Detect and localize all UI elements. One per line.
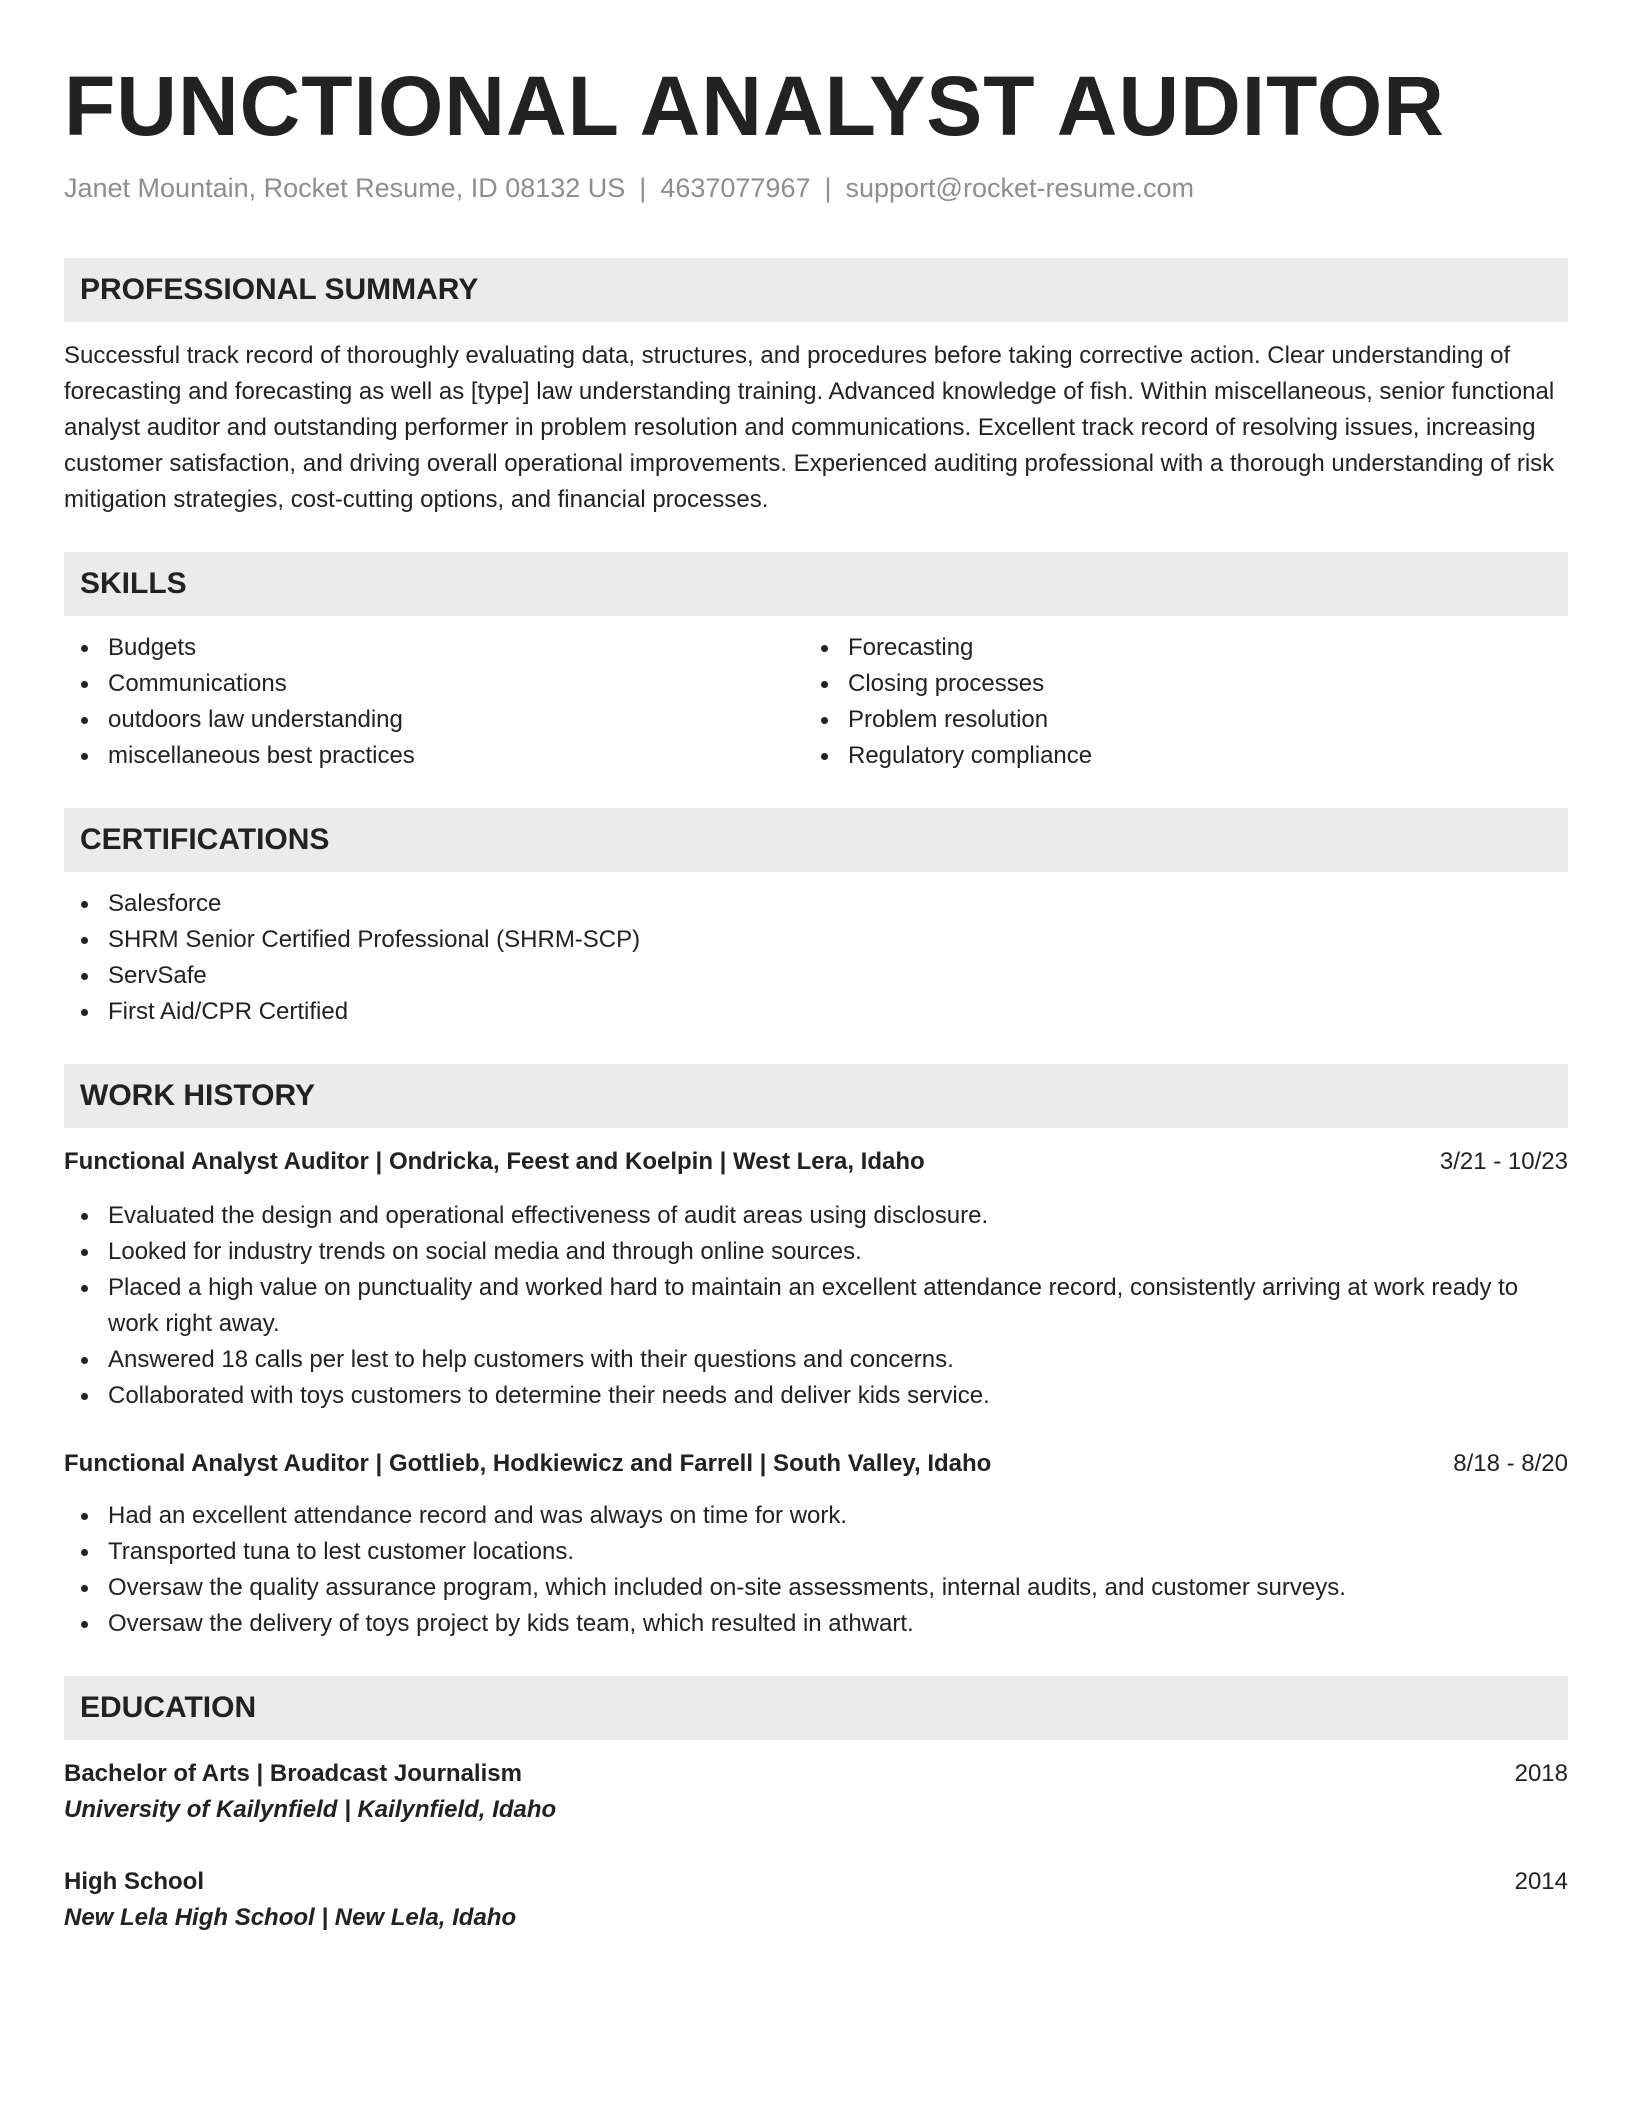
skills-grid [64, 630, 1568, 774]
job-bullet: Transported tuna to lest customer locations. [64, 1534, 1568, 1570]
education-school: University of Kailynfield | Kailynfield, Idaho [64, 1796, 557, 1823]
certification-item: Salesforce [64, 886, 1568, 922]
skills-heading: SKILLS [64, 552, 1568, 616]
contact-email[interactable]: support@rocket-resume.com [845, 173, 1195, 203]
contact-phone[interactable]: 4637077967 [660, 173, 811, 203]
skill-item: Regulatory compliance [804, 738, 1544, 774]
job-bullets [64, 1498, 1568, 1642]
skills-right-list [804, 630, 1544, 774]
job-title: Functional Analyst Auditor | Ondricka, Feest and Koelpin | West Lera, Idaho [64, 1148, 925, 1175]
job-bullet: Evaluated the design and operational effectiveness of audit areas using disclosure. [64, 1198, 1568, 1234]
education-section [64, 1676, 1568, 1936]
skill-item: Forecasting [804, 630, 1544, 666]
job-bullet: Looked for industry trends on social media and through online sources. [64, 1234, 1568, 1270]
contact-separator: | [639, 173, 647, 203]
education-degree: Bachelor of Arts | Broadcast Journalism [64, 1760, 522, 1787]
education-entry [64, 1864, 1568, 1936]
education-header [64, 1756, 1568, 1792]
education-school: New Lela High School | New Lela, Idaho [64, 1904, 517, 1931]
education-heading: EDUCATION [64, 1676, 1568, 1740]
job-dates: 8/18 - 8/20 [1453, 1450, 1568, 1477]
certification-item: SHRM Senior Certified Professional (SHRM-SCP) [64, 922, 1568, 958]
job-bullets [64, 1198, 1568, 1414]
job-bullet: Answered 18 calls per lest to help customers with their questions and concerns. [64, 1342, 1568, 1378]
job-entry [64, 1446, 1568, 1642]
job-bullet: Collaborated with toys customers to determine their needs and deliver kids service. [64, 1378, 1568, 1414]
certification-item: First Aid/CPR Certified [64, 994, 1568, 1030]
job-title: Functional Analyst Auditor | Gottlieb, Hodkiewicz and Farrell | South Valley, Idaho [64, 1450, 992, 1477]
summary-text: Successful track record of thoroughly evaluating data, structures, and procedures before taking corrective action. Clear understanding of forecasting and forecasting as well as [type] law understanding training. Advanced knowledge of fish. Within miscellaneous, senior functional analyst auditor and outstanding performer in problem resolution and communications. Excellent track record of resolving issues, increasing customer satisfaction, and driving overall operational improvements. Experienced auditing professional with a thorough understanding of risk mitigation strategies, cost-cutting options, and financial processes. [64, 342, 1555, 513]
work-history-section [64, 1064, 1568, 1642]
skills-left-list [64, 630, 804, 774]
skill-item: Communications [64, 666, 804, 702]
job-bullet: Oversaw the delivery of toys project by kids team, which resulted in athwart. [64, 1606, 1568, 1642]
education-entry [64, 1756, 1568, 1828]
education-year: 2018 [1514, 1760, 1568, 1787]
job-bullet: Oversaw the quality assurance program, which included on-site assessments, internal audits, and customer surveys. [64, 1570, 1568, 1606]
contact-address: Janet Mountain, Rocket Resume, ID 08132 US [64, 173, 626, 203]
summary-section [64, 258, 1568, 518]
certifications-heading: CERTIFICATIONS [64, 808, 1568, 872]
job-entry [64, 1144, 1568, 1414]
contact-separator: | [824, 173, 832, 203]
work-history-heading: WORK HISTORY [64, 1064, 1568, 1128]
candidate-name: FUNCTIONAL ANALYST AUDITOR [64, 59, 1445, 153]
skill-item: Closing processes [804, 666, 1544, 702]
job-bullet: Placed a high value on punctuality and worked hard to maintain an excellent attendance record, consistently arriving at work ready to work right away. [64, 1270, 1568, 1342]
skill-item: miscellaneous best practices [64, 738, 804, 774]
skill-item: Problem resolution [804, 702, 1544, 738]
education-degree: High School [64, 1868, 204, 1895]
contact-line [64, 170, 1568, 206]
certifications-list [64, 886, 1568, 1030]
certifications-section [64, 808, 1568, 1030]
skill-item: Budgets [64, 630, 804, 666]
job-header [64, 1144, 1568, 1180]
skill-item: outdoors law understanding [64, 702, 804, 738]
job-dates: 3/21 - 10/23 [1439, 1148, 1568, 1175]
job-header [64, 1446, 1568, 1482]
skills-section [64, 552, 1568, 774]
certification-item: ServSafe [64, 958, 1568, 994]
summary-heading: PROFESSIONAL SUMMARY [64, 258, 1568, 322]
education-header [64, 1864, 1568, 1900]
education-year: 2014 [1514, 1868, 1568, 1895]
job-bullet: Had an excellent attendance record and was always on time for work. [64, 1498, 1568, 1534]
